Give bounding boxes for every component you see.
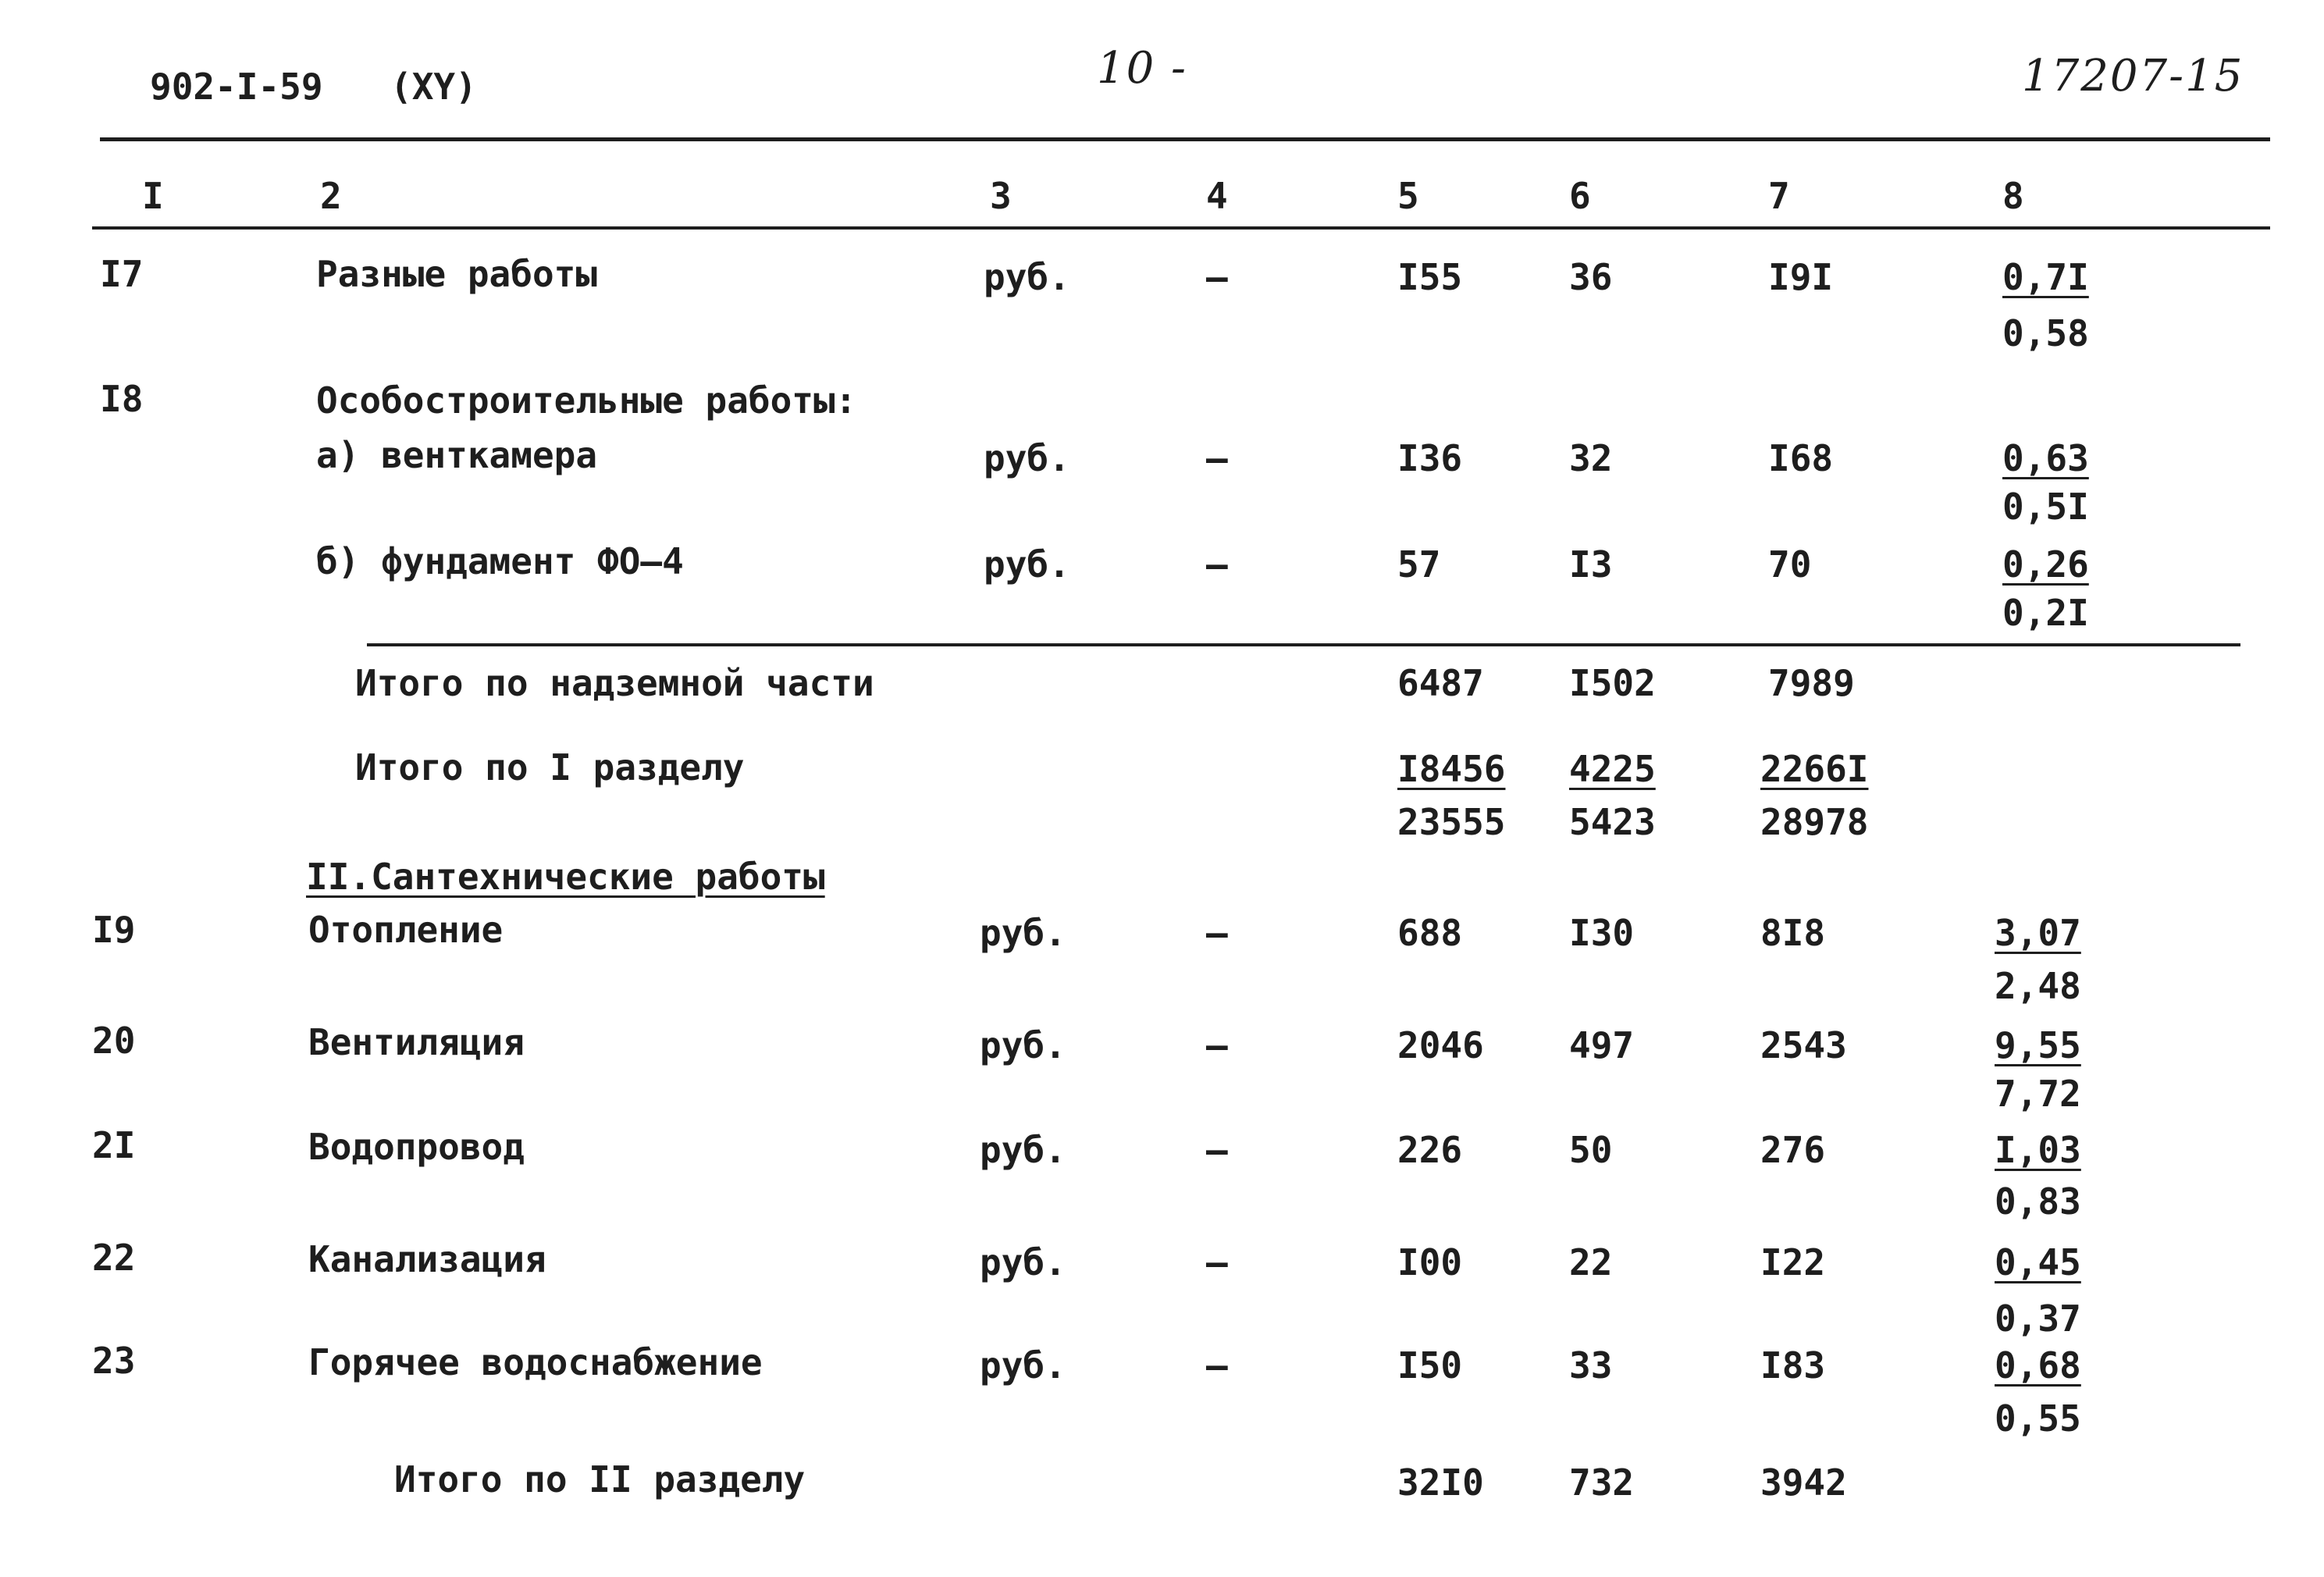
row-col8-bottom: 0,37 bbox=[1995, 1298, 2081, 1340]
total-col5: 6487 bbox=[1397, 662, 1484, 704]
row-number: I8 bbox=[100, 378, 144, 420]
row-col5: 2046 bbox=[1397, 1024, 1484, 1066]
row-number: I9 bbox=[92, 909, 136, 951]
page-number: 10 - bbox=[1097, 43, 1187, 94]
row-dash: – bbox=[1206, 912, 1228, 954]
row-col6: 497 bbox=[1569, 1024, 1635, 1066]
row-col8-bottom: 0,5I bbox=[2002, 486, 2089, 528]
row-col5: 226 bbox=[1397, 1129, 1463, 1171]
total-col5-bottom: 23555 bbox=[1397, 801, 1506, 843]
row-col6: I30 bbox=[1569, 912, 1635, 954]
row-col8-top: 0,26 bbox=[2002, 543, 2089, 586]
row-col8-top: 0,7I bbox=[2002, 256, 2089, 298]
row-name: Канализация bbox=[308, 1238, 546, 1280]
total-col7: 3942 bbox=[1760, 1461, 1847, 1504]
row-dash: – bbox=[1206, 1344, 1228, 1387]
row-col8-bottom: 0,83 bbox=[1995, 1180, 2081, 1223]
row-col5: 688 bbox=[1397, 912, 1463, 954]
column-header-rule bbox=[92, 226, 2270, 230]
row-unit: руб. bbox=[984, 543, 1070, 586]
column-header-7: 7 bbox=[1768, 175, 1790, 217]
row-col6: 32 bbox=[1569, 437, 1613, 479]
row-dash: – bbox=[1206, 1024, 1228, 1066]
row-name: а) венткамера bbox=[316, 434, 598, 476]
row-unit: руб. bbox=[980, 1344, 1066, 1387]
total-col6-bottom: 5423 bbox=[1569, 801, 1656, 843]
row-col7: I9I bbox=[1768, 256, 1834, 298]
section-heading: II.Сантехнические работы bbox=[306, 856, 825, 898]
row-unit: руб. bbox=[980, 912, 1066, 954]
row-col8-bottom: 7,72 bbox=[1995, 1073, 2081, 1115]
row-col5: I55 bbox=[1397, 256, 1463, 298]
row-col7: 70 bbox=[1768, 543, 1812, 586]
row-col7: 2543 bbox=[1760, 1024, 1847, 1066]
row-col5: I00 bbox=[1397, 1241, 1463, 1283]
column-header-8: 8 bbox=[2002, 175, 2024, 217]
row-dash: – bbox=[1206, 1241, 1228, 1283]
row-col8-bottom: 0,2I bbox=[2002, 592, 2089, 634]
total-col6: 732 bbox=[1569, 1461, 1635, 1504]
row-col7: 8I8 bbox=[1760, 912, 1826, 954]
row-number: 20 bbox=[92, 1020, 136, 1062]
total-col5: 32I0 bbox=[1397, 1461, 1484, 1504]
row-name: Водопровод bbox=[308, 1126, 525, 1168]
total-label: Итого по I разделу bbox=[355, 746, 745, 788]
row-name: Горячее водоснабжение bbox=[308, 1341, 763, 1383]
row-col6: 33 bbox=[1569, 1344, 1613, 1387]
row-name: Отопление bbox=[308, 909, 504, 951]
row-number: 2I bbox=[92, 1124, 136, 1166]
row-col8-bottom: 0,55 bbox=[1995, 1397, 2081, 1440]
total-col5-top: I8456 bbox=[1397, 748, 1506, 790]
row-col5: 57 bbox=[1397, 543, 1441, 586]
row-col8-top: 9,55 bbox=[1995, 1024, 2081, 1066]
row-col8-top: 0,45 bbox=[1995, 1241, 2081, 1283]
total-label: Итого по II разделу bbox=[394, 1458, 806, 1500]
row-dash: – bbox=[1206, 543, 1228, 586]
row-dash: – bbox=[1206, 1129, 1228, 1171]
column-header-3: 3 bbox=[990, 175, 1012, 217]
total-col6-top: 4225 bbox=[1569, 748, 1656, 790]
row-col8-bottom: 0,58 bbox=[2002, 312, 2089, 354]
total-col7-top: 2266I bbox=[1760, 748, 1869, 790]
row-name: Разные работы bbox=[316, 253, 598, 295]
row-col6: 36 bbox=[1569, 256, 1613, 298]
column-header-5: 5 bbox=[1397, 175, 1419, 217]
total-col7-bottom: 28978 bbox=[1760, 801, 1869, 843]
row-number: I7 bbox=[100, 253, 144, 295]
row-unit: руб. bbox=[980, 1241, 1066, 1283]
row-name: Особостроительные работы: bbox=[316, 379, 857, 422]
archive-number: 17207-15 bbox=[2022, 51, 2244, 101]
top-rule bbox=[100, 137, 2270, 141]
row-col8-top: 0,68 bbox=[1995, 1344, 2081, 1387]
column-header-1: I bbox=[142, 175, 164, 217]
row-col5: I36 bbox=[1397, 437, 1463, 479]
row-name: б) фундамент ФО–4 bbox=[316, 540, 684, 582]
row-dash: – bbox=[1206, 256, 1228, 298]
total-col6: I502 bbox=[1569, 662, 1656, 704]
row-number: 23 bbox=[92, 1340, 136, 1382]
row-number: 22 bbox=[92, 1237, 136, 1279]
row-col6: I3 bbox=[1569, 543, 1613, 586]
subtotal-rule bbox=[367, 643, 2240, 646]
column-header-2: 2 bbox=[320, 175, 342, 217]
document-code: 902-I-59 bbox=[150, 66, 323, 108]
row-col7: 276 bbox=[1760, 1129, 1826, 1171]
total-col7: 7989 bbox=[1768, 662, 1855, 704]
row-col8-bottom: 2,48 bbox=[1995, 965, 2081, 1007]
document-suffix: (XY) bbox=[390, 66, 477, 108]
row-unit: руб. bbox=[980, 1024, 1066, 1066]
row-col6: 22 bbox=[1569, 1241, 1613, 1283]
row-col6: 50 bbox=[1569, 1129, 1613, 1171]
column-header-4: 4 bbox=[1206, 175, 1228, 217]
row-col7: I83 bbox=[1760, 1344, 1826, 1387]
row-col5: I50 bbox=[1397, 1344, 1463, 1387]
row-col8-top: 0,63 bbox=[2002, 437, 2089, 479]
row-col8-top: 3,07 bbox=[1995, 912, 2081, 954]
row-col8-top: I,03 bbox=[1995, 1129, 2081, 1171]
row-unit: руб. bbox=[984, 437, 1070, 479]
column-header-6: 6 bbox=[1569, 175, 1591, 217]
row-col7: I22 bbox=[1760, 1241, 1826, 1283]
row-col7: I68 bbox=[1768, 437, 1834, 479]
row-unit: руб. bbox=[984, 256, 1070, 298]
row-dash: – bbox=[1206, 437, 1228, 479]
row-unit: руб. bbox=[980, 1129, 1066, 1171]
row-name: Вентиляция bbox=[308, 1021, 525, 1063]
total-label: Итого по надземной части bbox=[355, 662, 874, 704]
